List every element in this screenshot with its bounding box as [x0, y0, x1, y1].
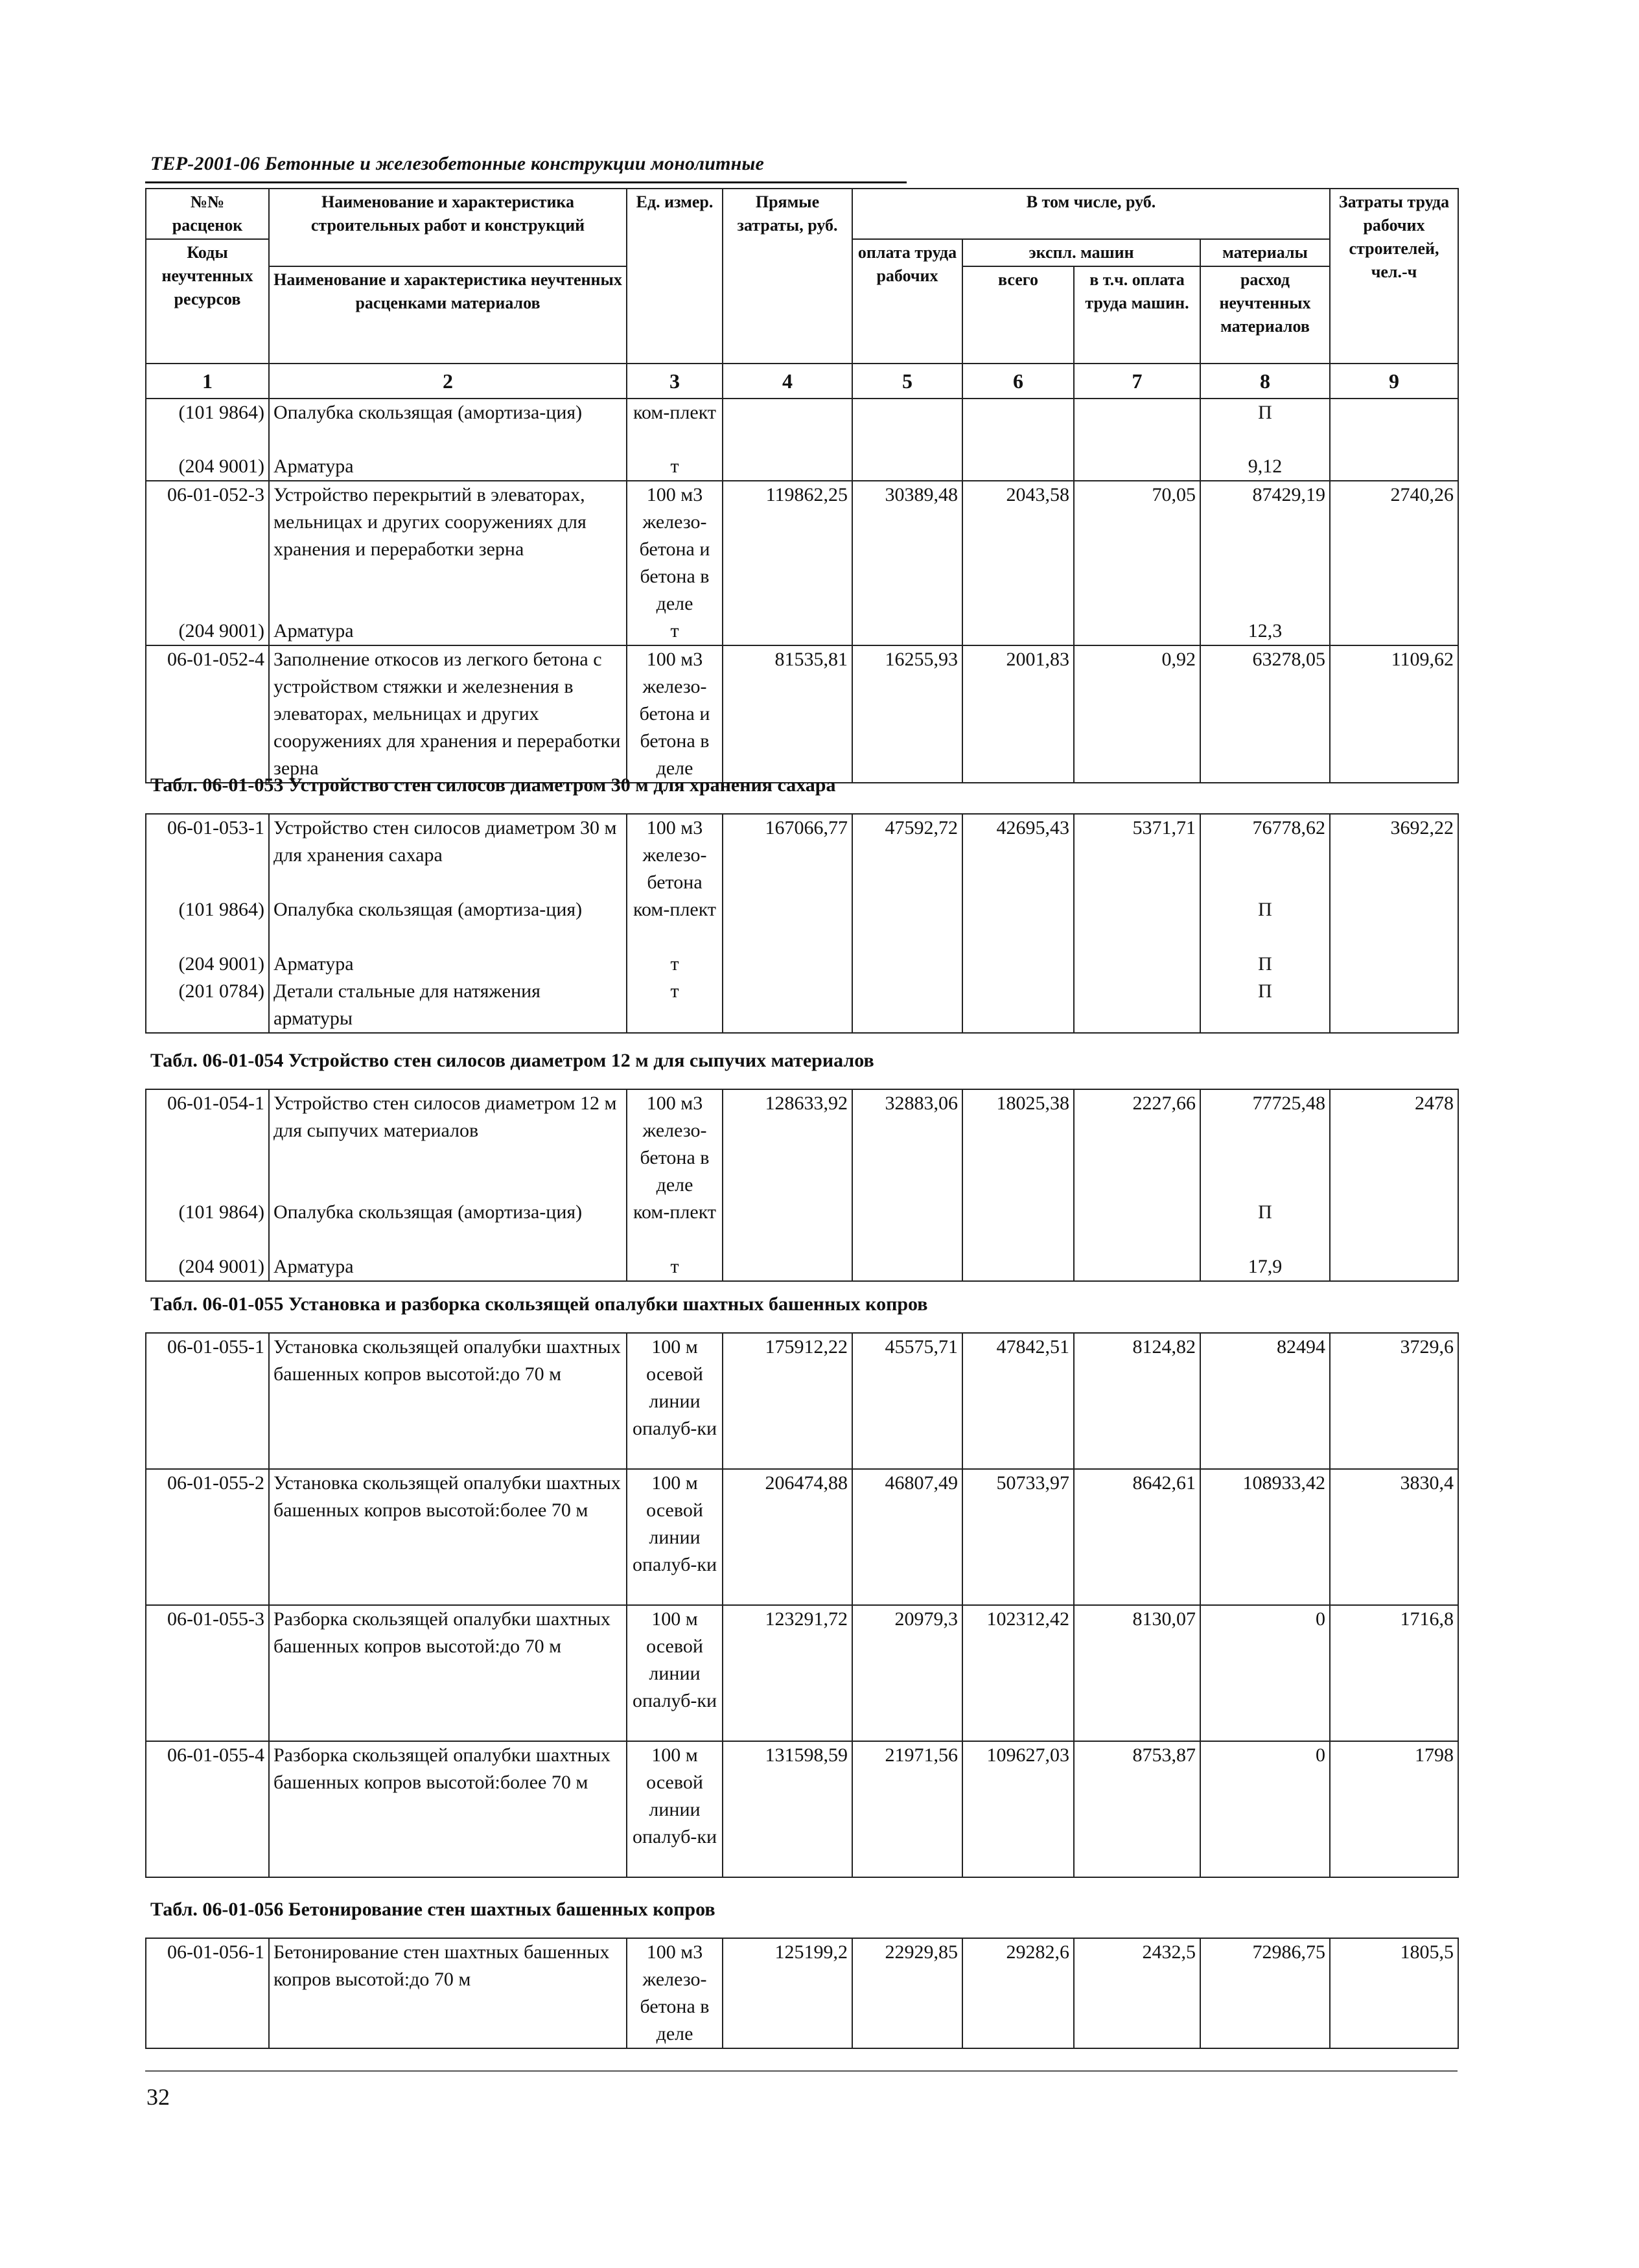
resource-code: (204 9001) — [146, 1253, 269, 1281]
machines-total: 109627,03 — [962, 1741, 1074, 1877]
running-header: ТЕР-2001-06 Бетонные и железобетонные конструкции монолитные — [150, 153, 765, 174]
rates-table-052 — [145, 188, 1459, 783]
column-number: 3 — [627, 364, 723, 399]
unit: т — [627, 1253, 723, 1281]
unit: ком-плект — [627, 399, 723, 453]
wages: 47592,72 — [852, 814, 962, 896]
header-machines-wages: в т.ч. оплата труда машин. — [1074, 266, 1200, 364]
header-machines-total: всего — [962, 266, 1074, 364]
work-name: Заполнение откосов из легкого бетона с устройством стяжки и железнения в элеваторах, мельницах и других сооружениях для хранения и переработки зерна — [269, 645, 627, 783]
header-work-name: Наименование и характеристика строительных работ и конструкций — [269, 189, 627, 266]
unit: 100 м осевой линии опалуб-ки — [627, 1469, 723, 1605]
materials-consumption: 17,9 — [1200, 1253, 1330, 1281]
rates-table-056 — [145, 1938, 1459, 2049]
header-rule — [145, 181, 907, 183]
resource-name: Опалубка скользящая (амортиза-ция) — [269, 1199, 627, 1253]
unit: 100 м осевой линии опалуб-ки — [627, 1605, 723, 1741]
machines-total: 29282,6 — [962, 1938, 1074, 2048]
wages: 21971,56 — [852, 1741, 962, 1877]
materials: 72986,75 — [1200, 1938, 1330, 2048]
materials-consumption: П — [1200, 399, 1330, 453]
work-name: Устройство стен силосов диаметром 30 м для хранения сахара — [269, 814, 627, 896]
machines-wages: 8130,07 — [1074, 1605, 1200, 1741]
materials-consumption: П — [1200, 951, 1330, 978]
unit: 100 м3 железо-бетона в деле — [627, 1938, 723, 2048]
resource-code: (101 9864) — [146, 399, 269, 453]
resource-name: Арматура — [269, 453, 627, 481]
machines-wages: 8753,87 — [1074, 1741, 1200, 1877]
column-number: 6 — [962, 364, 1074, 399]
direct-costs: 175912,22 — [723, 1333, 852, 1469]
work-name: Устройство перекрытий в элеваторах, мельницах и других сооружениях для хранения и переработки зерна — [269, 481, 627, 618]
work-name: Разборка скользящей опалубки шахтных башенных копров высотой:более 70 м — [269, 1741, 627, 1877]
table-row — [146, 399, 1458, 453]
direct-costs: 167066,77 — [723, 814, 852, 896]
column-number: 8 — [1200, 364, 1330, 399]
header-group-including: В том числе, руб. — [852, 189, 1330, 239]
header-unaccounted-materials: Наименование и характеристика неучтенных расценками материалов — [269, 266, 627, 364]
resource-code: (101 9864) — [146, 896, 269, 951]
work-name: Установка скользящей опалубки шахтных башенных копров высотой:более 70 м — [269, 1469, 627, 1605]
materials: 82494 — [1200, 1333, 1330, 1469]
unit: 100 м3 железо-бетона и бетона в деле — [627, 645, 723, 783]
unit: т — [627, 978, 723, 1033]
machines-wages: 0,92 — [1074, 645, 1200, 783]
header-resource-codes: Коды неучтенных ресурсов — [146, 239, 269, 364]
header-rate-number-2: расценок — [172, 216, 243, 235]
labor-costs: 3830,4 — [1330, 1469, 1458, 1605]
table-row — [146, 618, 1458, 645]
unit: 100 м3 железо-бетона в деле — [627, 1089, 723, 1199]
resource-name: Арматура — [269, 618, 627, 645]
direct-costs: 123291,72 — [723, 1605, 852, 1741]
wages: 45575,71 — [852, 1333, 962, 1469]
resource-name: Опалубка скользящая (амортиза-ция) — [269, 399, 627, 453]
materials: 108933,42 — [1200, 1469, 1330, 1605]
machines-wages: 5371,71 — [1074, 814, 1200, 896]
resource-code: (204 9001) — [146, 618, 269, 645]
table-row — [146, 978, 1458, 1033]
unit: 100 м осевой линии опалуб-ки — [627, 1333, 723, 1469]
table-row — [146, 1741, 1458, 1877]
section-title-054: Табл. 06-01-054 Устройство стен силосов диаметром 12 м для сыпучих материалов — [150, 1050, 874, 1071]
header-machines: экспл. машин — [962, 239, 1200, 266]
machines-wages: 8124,82 — [1074, 1333, 1200, 1469]
rate-code: 06-01-052-4 — [146, 645, 269, 783]
header-materials-consumption: расход неучтенных материалов — [1200, 266, 1330, 364]
machines-total: 50733,97 — [962, 1469, 1074, 1605]
table-row — [146, 1253, 1458, 1281]
machines-total: 42695,43 — [962, 814, 1074, 896]
table-row — [146, 481, 1458, 618]
machines-total: 102312,42 — [962, 1605, 1074, 1741]
table-row — [146, 453, 1458, 481]
resource-code: (101 9864) — [146, 1199, 269, 1253]
materials: 63278,05 — [1200, 645, 1330, 783]
resource-name: Арматура — [269, 1253, 627, 1281]
unit: т — [627, 453, 723, 481]
materials: 87429,19 — [1200, 481, 1330, 618]
materials-consumption: П — [1200, 978, 1330, 1033]
column-number: 1 — [146, 364, 269, 399]
rate-code: 06-01-055-3 — [146, 1605, 269, 1741]
materials: 0 — [1200, 1741, 1330, 1877]
bottom-rule — [145, 2070, 1458, 2072]
resource-name: Опалубка скользящая (амортиза-ция) — [269, 896, 627, 951]
resource-code: (204 9001) — [146, 453, 269, 481]
table-row — [146, 1199, 1458, 1253]
column-number: 4 — [723, 364, 852, 399]
unit: 100 м3 железо-бетона и бетона в деле — [627, 481, 723, 618]
header-materials: материалы — [1200, 239, 1330, 266]
unit: т — [627, 618, 723, 645]
labor-costs: 1805,5 — [1330, 1938, 1458, 2048]
materials-consumption: П — [1200, 896, 1330, 951]
labor-costs: 3692,22 — [1330, 814, 1458, 896]
section-title-055: Табл. 06-01-055 Установка и разборка скользящей опалубки шахтных башенных копров — [150, 1293, 928, 1315]
column-number: 2 — [269, 364, 627, 399]
wages: 22929,85 — [852, 1938, 962, 2048]
table-row — [146, 1938, 1458, 2048]
work-name: Разборка скользящей опалубки шахтных башенных копров высотой:до 70 м — [269, 1605, 627, 1741]
header-wages: оплата труда рабочих — [852, 239, 962, 364]
work-name: Бетонирование стен шахтных башенных копров высотой:до 70 м — [269, 1938, 627, 2048]
header-labor-costs: Затраты труда рабочих строителей, чел.-ч — [1330, 189, 1458, 364]
rate-code: 06-01-055-4 — [146, 1741, 269, 1877]
materials: 76778,62 — [1200, 814, 1330, 896]
resource-name: Арматура — [269, 951, 627, 978]
resource-code: (201 0784) — [146, 978, 269, 1033]
rates-table-055 — [145, 1332, 1459, 1878]
table-row — [146, 1333, 1458, 1469]
column-number: 9 — [1330, 364, 1458, 399]
wages: 32883,06 — [852, 1089, 962, 1199]
unit: 100 м3 железо-бетона — [627, 814, 723, 896]
column-number: 7 — [1074, 364, 1200, 399]
rate-code: 06-01-055-1 — [146, 1333, 269, 1469]
direct-costs: 206474,88 — [723, 1469, 852, 1605]
rate-code: 06-01-052-3 — [146, 481, 269, 618]
wages: 46807,49 — [852, 1469, 962, 1605]
direct-costs: 81535,81 — [723, 645, 852, 783]
wages: 30389,48 — [852, 481, 962, 618]
rates-table-054 — [145, 1089, 1459, 1282]
resource-name: Детали стальные для натяжения арматуры — [269, 978, 627, 1033]
rate-code: 06-01-055-2 — [146, 1469, 269, 1605]
machines-wages: 8642,61 — [1074, 1469, 1200, 1605]
materials: 77725,48 — [1200, 1089, 1330, 1199]
table-row — [146, 1605, 1458, 1741]
table-row — [146, 645, 1458, 783]
unit: ком-плект — [627, 896, 723, 951]
header-rate-number — [146, 189, 269, 239]
rate-code: 06-01-056-1 — [146, 1938, 269, 2048]
direct-costs: 125199,2 — [723, 1938, 852, 2048]
direct-costs: 131598,59 — [723, 1741, 852, 1877]
rate-code: 06-01-053-1 — [146, 814, 269, 896]
unit: 100 м осевой линии опалуб-ки — [627, 1741, 723, 1877]
work-name: Установка скользящей опалубки шахтных башенных копров высотой:до 70 м — [269, 1333, 627, 1469]
page-number: 32 — [146, 2084, 170, 2110]
wages: 16255,93 — [852, 645, 962, 783]
wages: 20979,3 — [852, 1605, 962, 1741]
header-rate-number-1: №№ — [190, 192, 225, 211]
direct-costs: 119862,25 — [723, 481, 852, 618]
machines-total: 2043,58 — [962, 481, 1074, 618]
rates-table-053 — [145, 813, 1459, 1034]
table-row — [146, 814, 1458, 896]
work-name: Устройство стен силосов диаметром 12 м для сыпучих материалов — [269, 1089, 627, 1199]
materials-consumption: 12,3 — [1200, 618, 1330, 645]
materials-consumption: П — [1200, 1199, 1330, 1253]
column-number: 5 — [852, 364, 962, 399]
labor-costs: 1109,62 — [1330, 645, 1458, 783]
machines-wages: 2227,66 — [1074, 1089, 1200, 1199]
header-unit: Ед. измер. — [627, 189, 723, 364]
unit: т — [627, 951, 723, 978]
direct-costs: 128633,92 — [723, 1089, 852, 1199]
machines-total: 47842,51 — [962, 1333, 1074, 1469]
machines-total: 2001,83 — [962, 645, 1074, 783]
table-row — [146, 1469, 1458, 1605]
machines-wages: 2432,5 — [1074, 1938, 1200, 2048]
labor-costs: 3729,6 — [1330, 1333, 1458, 1469]
labor-costs: 1798 — [1330, 1741, 1458, 1877]
section-title-056: Табл. 06-01-056 Бетонирование стен шахтных башенных копров — [150, 1899, 715, 1920]
section-title-053: Табл. 06-01-053 Устройство стен силосов диаметром 30 м для хранения сахара — [150, 774, 836, 796]
labor-costs: 2740,26 — [1330, 481, 1458, 618]
machines-total: 18025,38 — [962, 1089, 1074, 1199]
unit: ком-плект — [627, 1199, 723, 1253]
labor-costs: 2478 — [1330, 1089, 1458, 1199]
rate-code: 06-01-054-1 — [146, 1089, 269, 1199]
materials: 0 — [1200, 1605, 1330, 1741]
table-row — [146, 951, 1458, 978]
table-row — [146, 896, 1458, 951]
table-row — [146, 1089, 1458, 1199]
resource-code: (204 9001) — [146, 951, 269, 978]
labor-costs: 1716,8 — [1330, 1605, 1458, 1741]
machines-wages: 70,05 — [1074, 481, 1200, 618]
header-direct-costs: Прямые затраты, руб. — [723, 189, 852, 364]
materials-consumption: 9,12 — [1200, 453, 1330, 481]
